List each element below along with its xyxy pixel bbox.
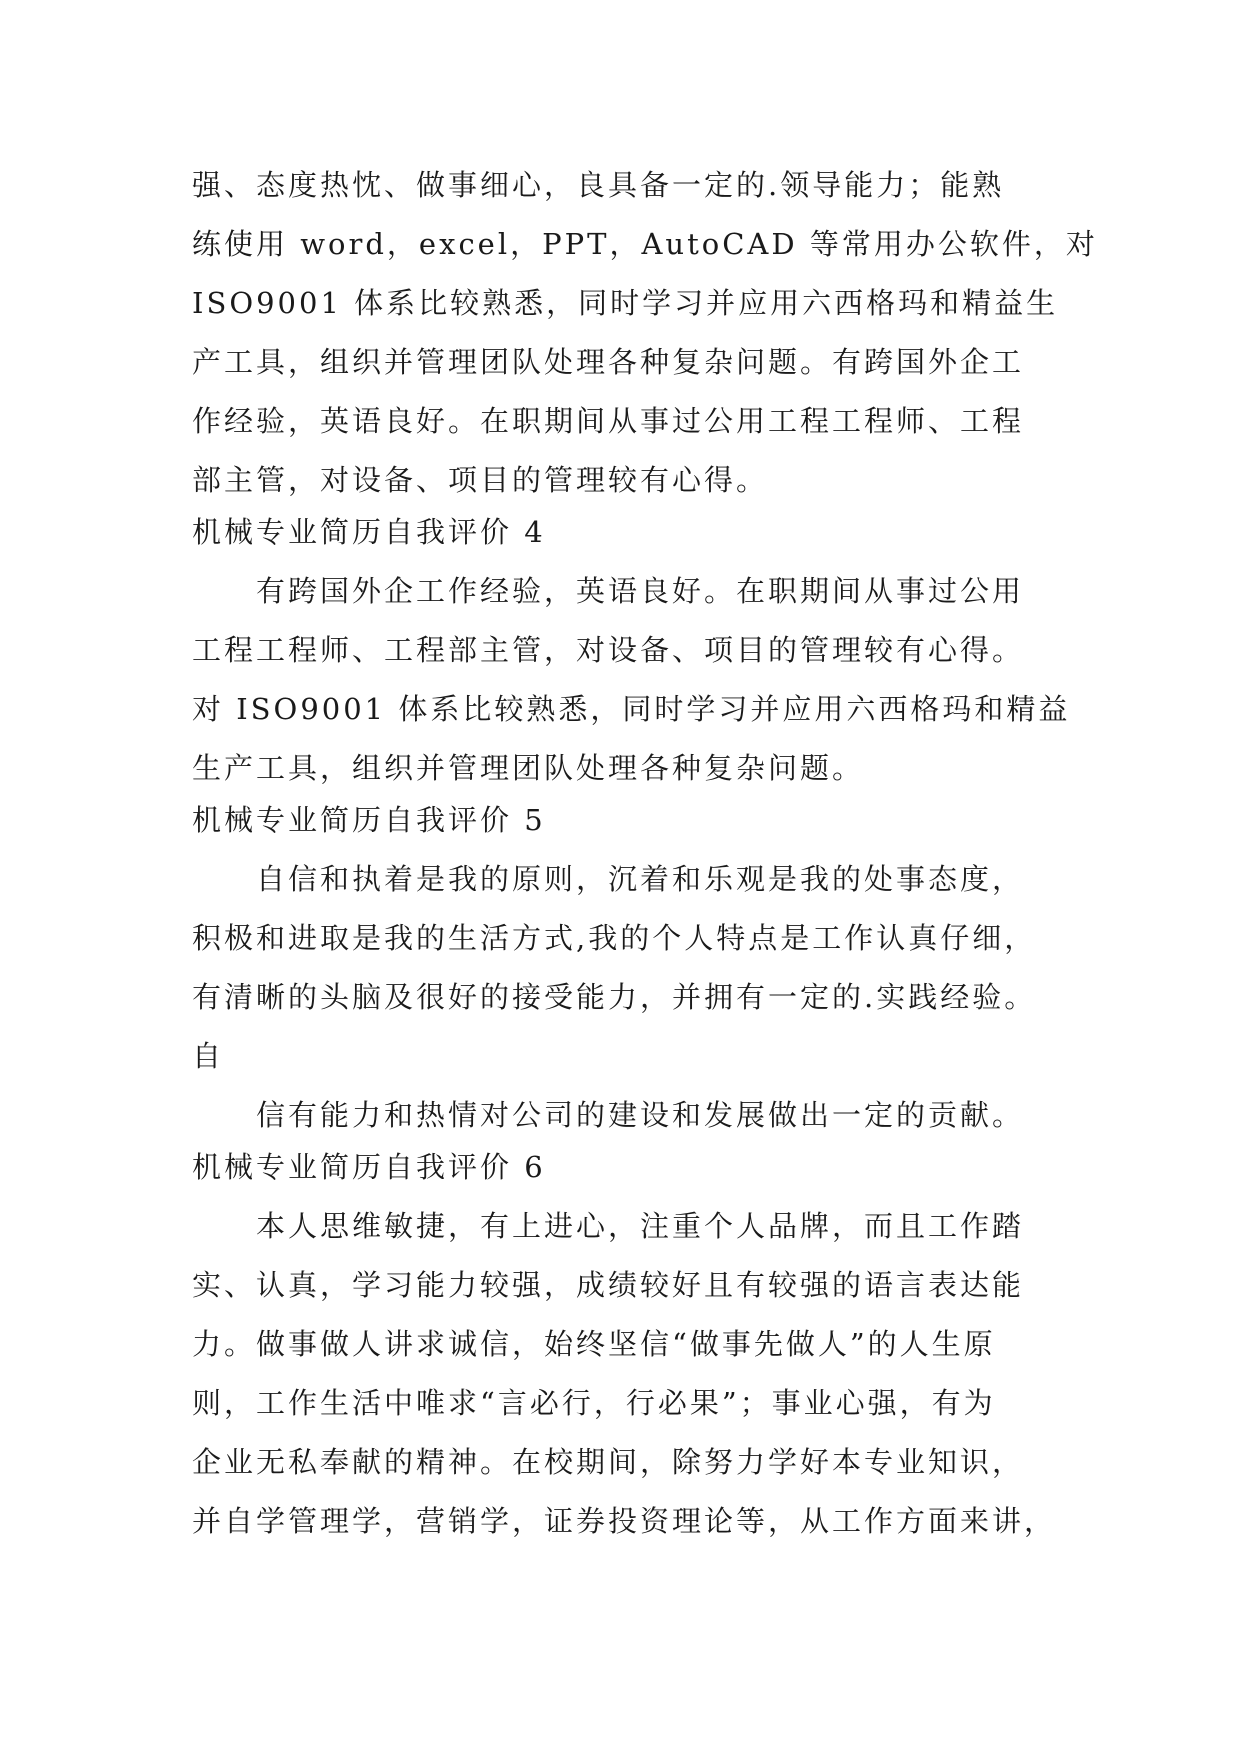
paragraph-line: 产工具，组织并管理团队处理各种复杂问题。有跨国外企工 (192, 345, 1025, 379)
paragraph-line: 实、认真，学习能力较强，成绩较好且有较强的语言表达能 (192, 1268, 1025, 1302)
paragraph-line: 自信和执着是我的原则，沉着和乐观是我的处事态度， (256, 862, 1025, 896)
paragraph-line: 企业无私奉献的精神。在校期间，除努力学好本专业知识， (192, 1445, 1025, 1479)
paragraph-line: 本人思维敏捷，有上进心，注重个人品牌，而且工作踏 (256, 1209, 1025, 1243)
paragraph-line: 有清晰的头脑及很好的接受能力，并拥有一定的.实践经验。 (192, 980, 1037, 1014)
paragraph-line: 力。做事做人讲求诚信，始终坚信“做事先做人”的人生原 (192, 1327, 996, 1361)
paragraph-line: 部主管，对设备、项目的管理较有心得。 (192, 463, 769, 497)
section-heading: 机械专业简历自我评价 4 (192, 515, 546, 549)
paragraph-line: 则，工作生活中唯求“言必行，行必果”；事业心强，有为 (192, 1386, 996, 1420)
paragraph-line: 自 (192, 1039, 225, 1073)
paragraph-line: 信有能力和热情对公司的建设和发展做出一定的贡献。 (256, 1098, 1025, 1132)
paragraph-line: 并自学管理学，营销学，证券投资理论等，从工作方面来讲， (192, 1504, 1057, 1538)
section-heading: 机械专业简历自我评价 6 (192, 1150, 546, 1184)
paragraph-line: 练使用 word，excel，PPT，AutoCAD 等常用办公软件，对 (192, 227, 1098, 261)
paragraph-line: 作经验，英语良好。在职期间从事过公用工程工程师、工程 (192, 404, 1025, 438)
paragraph-line: 积极和进取是我的生活方式,我的个人特点是工作认真仔细， (192, 921, 1037, 955)
paragraph-line: 对 ISO9001 体系比较熟悉，同时学习并应用六西格玛和精益 (192, 692, 1071, 726)
paragraph-line: 有跨国外企工作经验，英语良好。在职期间从事过公用 (256, 574, 1025, 608)
paragraph-line: ISO9001 体系比较熟悉，同时学习并应用六西格玛和精益生 (192, 286, 1059, 320)
paragraph-line: 强、态度热忱、做事细心，良具备一定的.领导能力；能熟 (192, 168, 1005, 202)
paragraph-line: 工程工程师、工程部主管，对设备、项目的管理较有心得。 (192, 633, 1025, 667)
section-heading: 机械专业简历自我评价 5 (192, 803, 546, 837)
paragraph-line: 生产工具，组织并管理团队处理各种复杂问题。 (192, 751, 865, 785)
